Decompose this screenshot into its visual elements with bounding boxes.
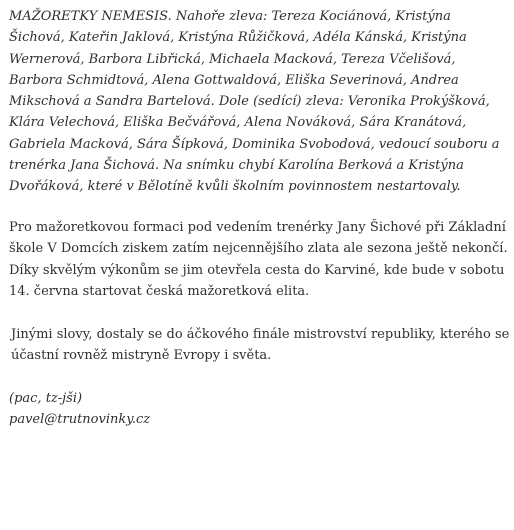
article-paragraph: Pro mažoretkovou formaci pod vedením trenérky Jany Šichové při Základní škole V Domcích ziskem zatím nejcennějšího zlata ale sezona ještě nekončí. Díky skvělým výkonům se jim otevřela cesta do Karviné, kde bude v sobotu 14. června startovat česká mažoretková elita.	[9, 219, 508, 300]
author-credit: (pac, tz-jši)	[9, 390, 83, 406]
photo-caption: MAŽORETKY NEMESIS. Nahoře zleva: Tereza Kociánová, Kristýna Šichová, Kateřin Jaklová, Kristýna Růžičková, Adéla Kánská, Kristýna Wernerová, Barbora Libřická, Michaela Macková, Tereza Včelišová, Barbora Schmidtová, Alena Gottwaldová, Eliška Severinová, Andrea Mikschová a Sandra Bartelová. Dole (sedící) zleva: Veronika Prokýšková, Klára Velechová, Eliška Bečvářová, Alena Nováková, Sára Kranátová, Gabriela Macková, Sára Šípková, Dominika Svobodová, vedoucí souboru a trenérka Jana Šichová. Na snímku chybí Karolína Berková a Kristýna Dvořáková, které v Bělotíně kvůli školním povinnostem nestartovaly.	[9, 9, 500, 195]
article-paragraph: Jinými slovy, dostaly se do áčkového finále mistrovství republiky, kterého se účastní rovněž mistryně Evropy i světa.	[11, 326, 510, 364]
author-email-link[interactable]: pavel@trutnovinky.cz	[9, 412, 151, 428]
